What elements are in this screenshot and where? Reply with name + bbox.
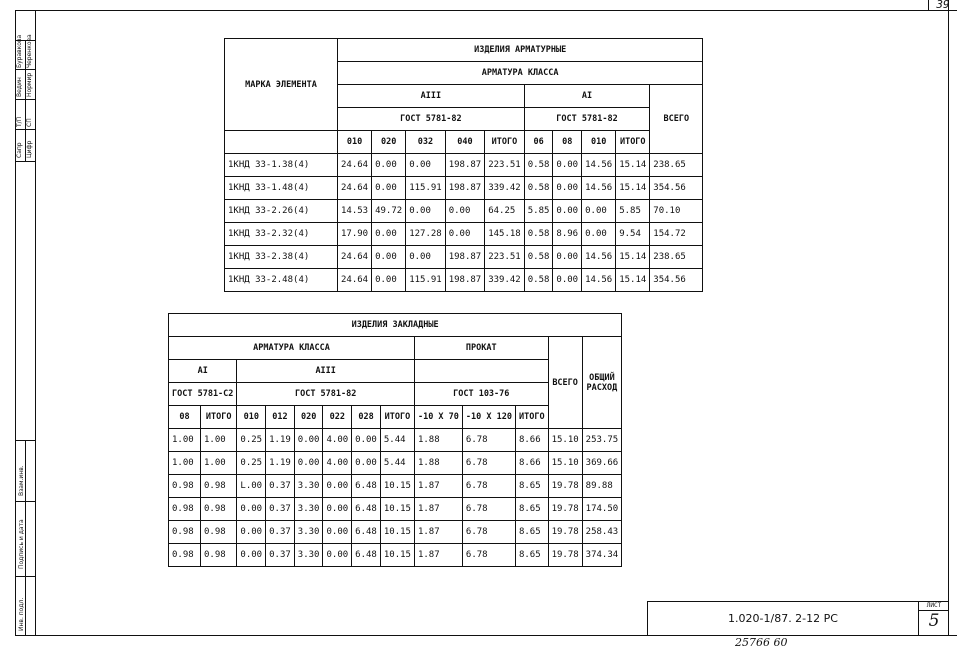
value-cell: 6.48 xyxy=(352,475,381,498)
value-cell: 0.98 xyxy=(169,544,201,567)
value-cell: 49.72 xyxy=(372,200,406,223)
stamp-label: Буравкова xyxy=(16,34,23,68)
value-cell: 9.54 xyxy=(616,223,650,246)
stamp-label: Взам.инв. xyxy=(18,465,25,496)
value-cell: 6.48 xyxy=(352,544,381,567)
value-cell: 64.25 xyxy=(485,200,525,223)
class-aiii: AIII xyxy=(237,360,415,383)
value-cell: 0.98 xyxy=(201,498,237,521)
value-cell: 19.78 xyxy=(548,544,582,567)
value-cell: 1.00 xyxy=(201,452,237,475)
value-cell: 339.42 xyxy=(485,177,525,200)
prokat-header: ПРОКАТ xyxy=(414,337,548,360)
value-cell: 8.65 xyxy=(515,475,548,498)
element-mark: 1КНД 33-2.38(4) xyxy=(225,246,338,269)
value-cell: 15.14 xyxy=(616,246,650,269)
value-cell: 115.91 xyxy=(406,269,446,292)
value-cell: 0.58 xyxy=(524,177,553,200)
value-cell: 6.78 xyxy=(462,544,515,567)
value-cell: 0.98 xyxy=(201,544,237,567)
mark-header: МАРКА ЭЛЕМЕНТА xyxy=(225,39,338,131)
value-cell: 8.65 xyxy=(515,498,548,521)
value-cell: 0.98 xyxy=(201,521,237,544)
overall-header xyxy=(582,337,622,429)
value-cell: 374.34 xyxy=(582,544,622,567)
value-cell: 0.00 xyxy=(323,475,352,498)
value-cell: 0.37 xyxy=(266,475,295,498)
element-mark: 1КНД 33-1.48(4) xyxy=(225,177,338,200)
value-cell: 0.00 xyxy=(553,246,582,269)
value-cell: 0.00 xyxy=(294,429,323,452)
value-cell: 354.56 xyxy=(650,269,703,292)
value-cell: 19.78 xyxy=(548,475,582,498)
stamp-divider xyxy=(25,441,26,636)
sheet-label: ЛИСТ xyxy=(919,602,949,611)
value-cell: 369.66 xyxy=(582,452,622,475)
column-header: 032 xyxy=(406,131,446,154)
value-cell: 0.25 xyxy=(237,452,266,475)
column-header: 08 xyxy=(553,131,582,154)
value-cell: 15.14 xyxy=(616,269,650,292)
column-header: 06 xyxy=(524,131,553,154)
gost-ai: ГОСТ 5781-С2 xyxy=(169,383,237,406)
table-row xyxy=(225,154,703,177)
value-cell: 14.56 xyxy=(582,154,616,177)
value-cell: 1.00 xyxy=(169,452,201,475)
value-cell: 174.50 xyxy=(582,498,622,521)
table-row xyxy=(225,223,703,246)
value-cell: 3.30 xyxy=(294,521,323,544)
value-cell: 89.88 xyxy=(582,475,622,498)
value-cell: 8.65 xyxy=(515,521,548,544)
value-cell: 0.00 xyxy=(372,154,406,177)
value-cell: 0.25 xyxy=(237,429,266,452)
stamp-row xyxy=(15,69,36,70)
value-cell: 0.00 xyxy=(294,452,323,475)
table-row xyxy=(169,452,622,475)
value-cell: 5.44 xyxy=(380,452,414,475)
column-header: 020 xyxy=(294,406,323,429)
value-cell: 8.65 xyxy=(515,544,548,567)
value-cell: 0.98 xyxy=(201,475,237,498)
value-cell: 5.85 xyxy=(524,200,553,223)
value-cell: 24.64 xyxy=(338,154,372,177)
value-cell: 1.87 xyxy=(414,475,462,498)
value-cell: 0.00 xyxy=(445,200,485,223)
value-cell: 0.00 xyxy=(352,429,381,452)
table-row xyxy=(169,429,622,452)
value-cell: 0.00 xyxy=(406,154,446,177)
value-cell: 0.98 xyxy=(169,475,201,498)
stamp-label: Черенкова xyxy=(26,34,33,68)
value-cell: 0.37 xyxy=(266,521,295,544)
value-cell: 223.51 xyxy=(485,154,525,177)
side-stamp-bottom xyxy=(15,440,36,636)
value-cell: 238.65 xyxy=(650,246,703,269)
value-cell: 0.00 xyxy=(372,246,406,269)
stamp-row xyxy=(15,99,36,100)
side-stamp-top xyxy=(15,34,36,162)
value-cell: 0.58 xyxy=(524,246,553,269)
value-cell: 0.00 xyxy=(237,498,266,521)
element-mark: 1КНД 33-2.48(4) xyxy=(225,269,338,292)
value-cell: 6.48 xyxy=(352,521,381,544)
value-cell: 10.15 xyxy=(380,521,414,544)
value-cell: 1.00 xyxy=(201,429,237,452)
value-cell: 15.14 xyxy=(616,154,650,177)
value-cell: 0.00 xyxy=(553,177,582,200)
value-cell: L.00 xyxy=(237,475,266,498)
value-cell: 1.88 xyxy=(414,429,462,452)
column-header: ИТОГО xyxy=(201,406,237,429)
column-header: -10 Х 70 xyxy=(414,406,462,429)
frame-top-line xyxy=(15,10,957,11)
value-cell: 238.65 xyxy=(650,154,703,177)
column-header: 012 xyxy=(266,406,295,429)
stamp-row xyxy=(15,501,36,502)
value-cell: 0.58 xyxy=(524,154,553,177)
value-cell: 3.30 xyxy=(294,544,323,567)
value-cell: 223.51 xyxy=(485,246,525,269)
stamp-row xyxy=(15,576,36,577)
value-cell: 0.00 xyxy=(372,223,406,246)
frame-right-line xyxy=(948,0,949,635)
total-header: ВСЕГО xyxy=(650,85,703,154)
value-cell: 0.00 xyxy=(323,521,352,544)
stamp-label: СП xyxy=(26,118,33,127)
armatura-header: АРМАТУРА КЛАССА xyxy=(169,337,415,360)
value-cell: 19.78 xyxy=(548,521,582,544)
value-cell: 115.91 xyxy=(406,177,446,200)
value-cell: 14.56 xyxy=(582,269,616,292)
sheet-box xyxy=(918,602,949,636)
value-cell: 354.56 xyxy=(650,177,703,200)
column-header: 08 xyxy=(169,406,201,429)
value-cell: 0.98 xyxy=(169,498,201,521)
table1-title: ИЗДЕЛИЯ АРМАТУРНЫЕ xyxy=(338,39,703,62)
value-cell: 253.75 xyxy=(582,429,622,452)
gost-aiii: ГОСТ 5781-82 xyxy=(338,108,525,131)
value-cell: 70.10 xyxy=(650,200,703,223)
value-cell: 1.87 xyxy=(414,498,462,521)
table-row xyxy=(169,521,622,544)
sheet-number: 5 xyxy=(928,611,940,631)
value-cell: 10.15 xyxy=(380,544,414,567)
sheet-top-number: 39 xyxy=(928,0,957,11)
stamp-row xyxy=(15,129,36,130)
overall-header-line1: ОБЩИЙ xyxy=(589,372,615,383)
column-header: 040 xyxy=(445,131,485,154)
value-cell: 0.00 xyxy=(237,521,266,544)
class-ai: AI xyxy=(169,360,237,383)
value-cell: 15.14 xyxy=(616,177,650,200)
table-row xyxy=(225,177,703,200)
gost-ai: ГОСТ 5781-82 xyxy=(524,108,650,131)
value-cell: 14.53 xyxy=(338,200,372,223)
value-cell: 0.00 xyxy=(553,200,582,223)
value-cell: 198.87 xyxy=(445,154,485,177)
value-cell: 14.56 xyxy=(582,177,616,200)
column-header: 010 xyxy=(338,131,372,154)
value-cell: 1.87 xyxy=(414,521,462,544)
value-cell: 8.96 xyxy=(553,223,582,246)
value-cell: 0.00 xyxy=(553,154,582,177)
value-cell: 339.42 xyxy=(485,269,525,292)
value-cell: 10.15 xyxy=(380,475,414,498)
value-cell: 17.90 xyxy=(338,223,372,246)
value-cell: 24.64 xyxy=(338,246,372,269)
value-cell: 0.00 xyxy=(323,544,352,567)
value-cell: 0.00 xyxy=(237,544,266,567)
value-cell: 0.00 xyxy=(372,269,406,292)
value-cell: 0.37 xyxy=(266,498,295,521)
value-cell: 14.56 xyxy=(582,246,616,269)
value-cell: 3.30 xyxy=(294,475,323,498)
value-cell: 0.00 xyxy=(582,200,616,223)
value-cell: 8.66 xyxy=(515,429,548,452)
stamp-label: Нормир xyxy=(26,72,33,97)
column-header: 010 xyxy=(237,406,266,429)
value-cell: 1.87 xyxy=(414,544,462,567)
value-cell: 127.28 xyxy=(406,223,446,246)
title-block xyxy=(647,601,949,636)
column-header: ИТОГО xyxy=(616,131,650,154)
bottom-note: 25766 60 xyxy=(735,636,788,649)
value-cell: 6.78 xyxy=(462,429,515,452)
table-row xyxy=(225,269,703,292)
value-cell: 1.88 xyxy=(414,452,462,475)
value-cell: 1.19 xyxy=(266,429,295,452)
value-cell: 1.00 xyxy=(169,429,201,452)
element-mark: 1КНД 33-2.26(4) xyxy=(225,200,338,223)
table2-title: ИЗДЕЛИЯ ЗАКЛАДНЫЕ xyxy=(169,314,622,337)
class-ai: AI xyxy=(524,85,650,108)
table-row xyxy=(225,200,703,223)
value-cell: 6.78 xyxy=(462,452,515,475)
value-cell: 258.43 xyxy=(582,521,622,544)
value-cell: 15.10 xyxy=(548,452,582,475)
value-cell: 0.58 xyxy=(524,223,553,246)
overall-header-line2: РАСХОД xyxy=(586,382,618,393)
value-cell: 4.00 xyxy=(323,429,352,452)
value-cell: 154.72 xyxy=(650,223,703,246)
stamp-label: Подпись и дата xyxy=(18,519,25,569)
document-code: 1.020-1/87. 2-12 РС xyxy=(728,612,838,625)
value-cell: 6.78 xyxy=(462,521,515,544)
stamp-label: Ведин xyxy=(16,77,23,97)
value-cell: 15.10 xyxy=(548,429,582,452)
prokat-blank xyxy=(414,360,548,383)
table-row xyxy=(169,544,622,567)
column-header: 010 xyxy=(582,131,616,154)
table-row xyxy=(169,498,622,521)
blank-cell xyxy=(225,131,338,154)
value-cell: 10.15 xyxy=(380,498,414,521)
value-cell: 198.87 xyxy=(445,269,485,292)
value-cell: 1.19 xyxy=(266,452,295,475)
value-cell: 3.30 xyxy=(294,498,323,521)
value-cell: 0.37 xyxy=(266,544,295,567)
column-header: 028 xyxy=(352,406,381,429)
value-cell: 0.00 xyxy=(445,223,485,246)
column-header: 022 xyxy=(323,406,352,429)
value-cell: 24.64 xyxy=(338,269,372,292)
value-cell: 6.78 xyxy=(462,498,515,521)
stamp-label: Сапр xyxy=(16,142,23,158)
value-cell: 145.18 xyxy=(485,223,525,246)
value-cell: 5.44 xyxy=(380,429,414,452)
value-cell: 8.66 xyxy=(515,452,548,475)
value-cell: 0.00 xyxy=(352,452,381,475)
value-cell: 19.78 xyxy=(548,498,582,521)
stamp-label: Т/П xyxy=(16,116,23,127)
value-cell: 0.00 xyxy=(323,498,352,521)
value-cell: 0.00 xyxy=(553,269,582,292)
column-header: 020 xyxy=(372,131,406,154)
value-cell: 4.00 xyxy=(323,452,352,475)
value-cell: 0.00 xyxy=(582,223,616,246)
value-cell: 24.64 xyxy=(338,177,372,200)
class-aiii: AIII xyxy=(338,85,525,108)
value-cell: 0.98 xyxy=(169,521,201,544)
value-cell: 198.87 xyxy=(445,177,485,200)
value-cell: 0.00 xyxy=(406,200,446,223)
value-cell: 6.78 xyxy=(462,475,515,498)
total-header: ВСЕГО xyxy=(548,337,582,429)
table-row xyxy=(225,246,703,269)
value-cell: 0.58 xyxy=(524,269,553,292)
stamp-label: Инв. подл. xyxy=(18,597,25,631)
table1-subtitle: АРМАТУРА КЛАССА xyxy=(338,62,703,85)
element-mark: 1КНД 33-2.32(4) xyxy=(225,223,338,246)
gost-prokat: ГОСТ 103-76 xyxy=(414,383,548,406)
reinforcement-products-table xyxy=(224,38,703,292)
column-header: -10 Х 120 xyxy=(462,406,515,429)
column-header: ИТОГО xyxy=(485,131,525,154)
gost-aiii: ГОСТ 5781-82 xyxy=(237,383,415,406)
column-header: ИТОГО xyxy=(515,406,548,429)
value-cell: 198.87 xyxy=(445,246,485,269)
value-cell: 5.85 xyxy=(616,200,650,223)
stamp-label: Цифр xyxy=(26,140,33,158)
value-cell: 0.00 xyxy=(406,246,446,269)
element-mark: 1КНД 33-1.38(4) xyxy=(225,154,338,177)
embedded-products-table xyxy=(168,313,622,567)
value-cell: 6.48 xyxy=(352,498,381,521)
table-row xyxy=(169,475,622,498)
value-cell: 0.00 xyxy=(372,177,406,200)
column-header: ИТОГО xyxy=(380,406,414,429)
